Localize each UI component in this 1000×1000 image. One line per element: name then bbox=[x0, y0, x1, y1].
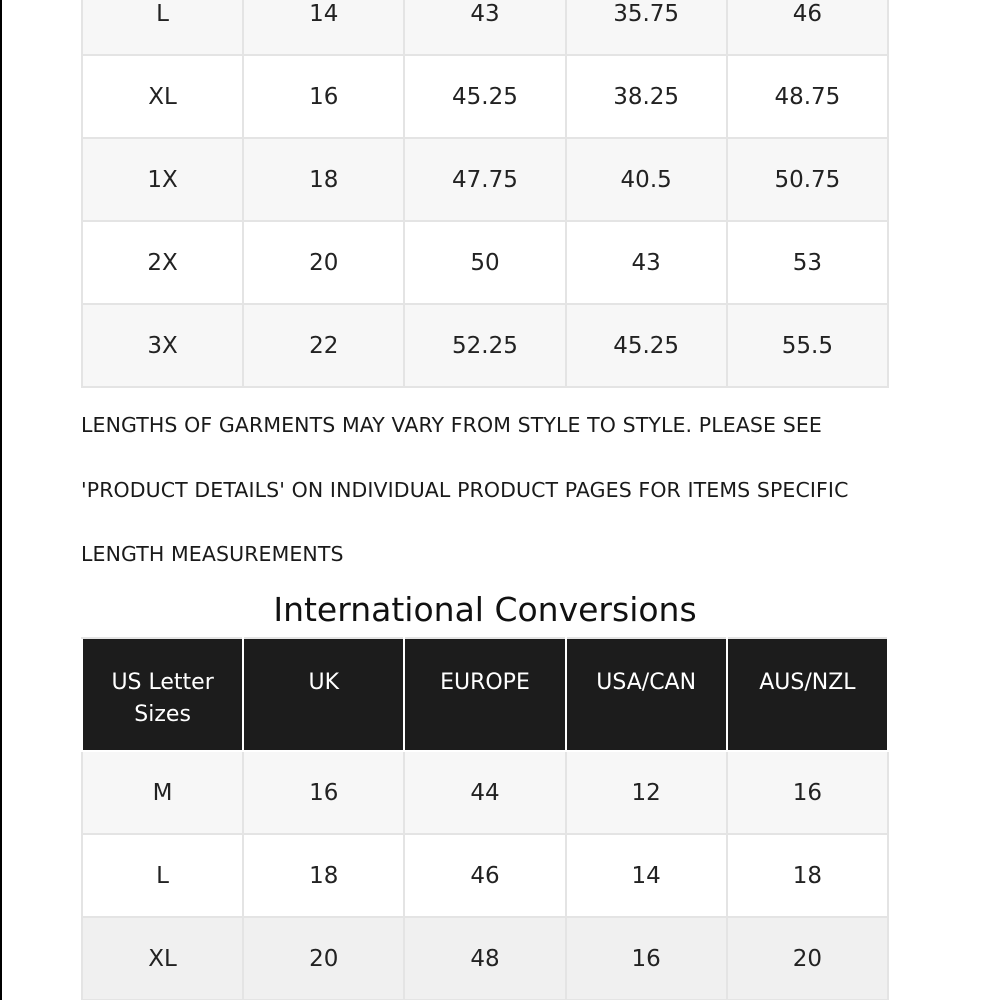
table-header-row bbox=[82, 638, 888, 751]
left-edge-border bbox=[0, 0, 2, 1000]
table-cell: 48 bbox=[404, 917, 565, 1000]
table-cell: XL bbox=[82, 917, 243, 1000]
table-cell: 14 bbox=[243, 0, 404, 55]
table-cell: 38.25 bbox=[566, 55, 727, 138]
table-cell: 50 bbox=[404, 221, 565, 304]
column-header: UK bbox=[243, 638, 404, 751]
table-cell: 44 bbox=[404, 751, 565, 834]
table-row bbox=[82, 304, 888, 387]
table-cell: 16 bbox=[243, 55, 404, 138]
table-row bbox=[82, 917, 888, 1000]
table-row bbox=[82, 221, 888, 304]
table-cell: 46 bbox=[727, 0, 888, 55]
table-cell: 52.25 bbox=[404, 304, 565, 387]
table-cell: 3X bbox=[82, 304, 243, 387]
table-cell: 45.25 bbox=[404, 55, 565, 138]
table-cell: 12 bbox=[566, 751, 727, 834]
table-cell: 20 bbox=[243, 917, 404, 1000]
table-cell: 48.75 bbox=[727, 55, 888, 138]
table-cell: 46 bbox=[404, 834, 565, 917]
international-conversions-title: International Conversions bbox=[273, 590, 697, 629]
column-header: USA/CAN bbox=[566, 638, 727, 751]
table-cell: L bbox=[82, 0, 243, 55]
table-row bbox=[82, 0, 888, 55]
table-row bbox=[82, 751, 888, 834]
table-cell: 1X bbox=[82, 138, 243, 221]
length-note-line-1: LENGTHS OF GARMENTS MAY VARY FROM STYLE TO STYLE. PLEASE SEE bbox=[81, 413, 822, 437]
table-cell: 35.75 bbox=[566, 0, 727, 55]
table-cell: 40.5 bbox=[566, 138, 727, 221]
column-header-label: US Letter Sizes bbox=[111, 670, 214, 727]
size-chart-table bbox=[81, 0, 889, 388]
international-conversions-table bbox=[81, 637, 889, 1000]
length-note-line-3: LENGTH MEASUREMENTS bbox=[81, 542, 344, 566]
table-cell: 16 bbox=[566, 917, 727, 1000]
table-cell: 18 bbox=[727, 834, 888, 917]
table-cell: 47.75 bbox=[404, 138, 565, 221]
table-cell: 16 bbox=[243, 751, 404, 834]
table-cell: L bbox=[82, 834, 243, 917]
table-cell: 43 bbox=[566, 221, 727, 304]
length-note-line-2: 'PRODUCT DETAILS' ON INDIVIDUAL PRODUCT PAGES FOR ITEMS SPECIFIC bbox=[81, 478, 849, 502]
table-cell: 55.5 bbox=[727, 304, 888, 387]
column-header: EUROPE bbox=[404, 638, 565, 751]
column-header: AUS/NZL bbox=[727, 638, 888, 751]
table-row bbox=[82, 55, 888, 138]
table-cell: 22 bbox=[243, 304, 404, 387]
table-cell: 16 bbox=[727, 751, 888, 834]
table-cell: 43 bbox=[404, 0, 565, 55]
table-cell: 18 bbox=[243, 834, 404, 917]
table-cell: 50.75 bbox=[727, 138, 888, 221]
table-cell: 20 bbox=[243, 221, 404, 304]
table-cell: 20 bbox=[727, 917, 888, 1000]
table-cell: 2X bbox=[82, 221, 243, 304]
table-cell: 45.25 bbox=[566, 304, 727, 387]
table-cell: 14 bbox=[566, 834, 727, 917]
table-row bbox=[82, 834, 888, 917]
column-header bbox=[82, 638, 243, 751]
table-row bbox=[82, 138, 888, 221]
table-cell: M bbox=[82, 751, 243, 834]
table-cell: XL bbox=[82, 55, 243, 138]
table-cell: 18 bbox=[243, 138, 404, 221]
table-cell: 53 bbox=[727, 221, 888, 304]
